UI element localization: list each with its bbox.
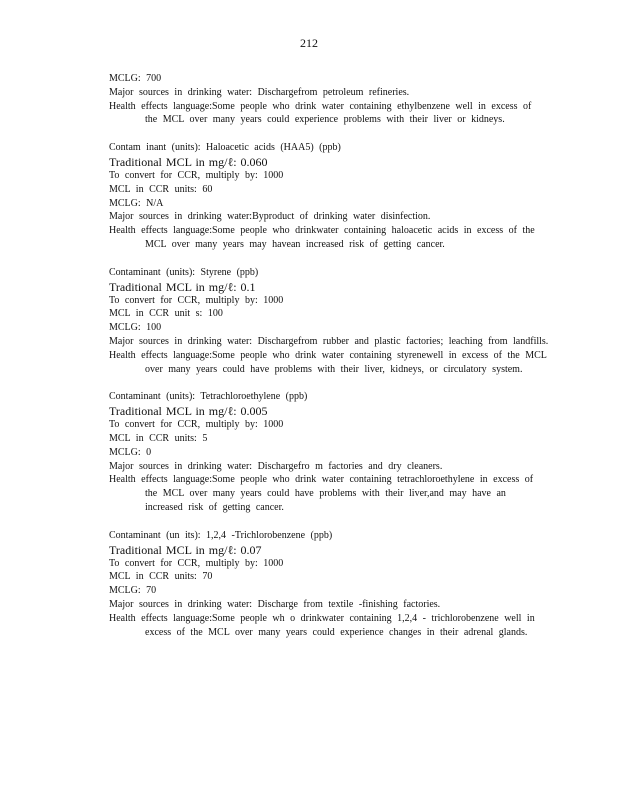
mclg-line: MCLG: 0: [109, 446, 152, 458]
traditional-mcl-line: Traditional MCL in mg/ℓ: 0.07: [109, 542, 262, 557]
major-sources-line: Major sources in drinking water:Byproduct of drinking water disinfection.: [109, 211, 431, 223]
mclg-line: MCLG: 70: [109, 585, 157, 597]
major-sources-line: Major sources in drinking water: Dischargefrom rubber and plastic factories; leaching from landfills.: [109, 335, 549, 347]
contaminant-block-ethylbenzene: [109, 72, 549, 127]
mclg-line: MCLG: 700: [109, 73, 162, 84]
mclg-line: MCLG: N/A: [109, 197, 164, 209]
major-sources-line: Major sources in drinking water: Dischargefrom petroleum refineries.: [109, 86, 410, 98]
mclg-line: MCLG: 100: [109, 322, 162, 334]
health-effects-paragraph: Health effects language:Some people who drinkwater containing haloacetic acids in excess of the MCL over many years may havean increased risk of getting cancer.: [109, 225, 535, 250]
page-content: [109, 72, 549, 653]
contaminant-heading: Contam inant (units): Haloacetic acids (HAA5) (ppb): [109, 142, 341, 154]
health-effects-paragraph: Health effects language:Some people who drink water containing ethylbenzene well in excess of the MCL over many years could experience problems with their liver or kidneys.: [109, 100, 532, 126]
contaminant-block-trichlorobenzene: [109, 529, 549, 640]
major-sources-line: Major sources in drinking water: Discharge from textile -finishing factories.: [109, 598, 441, 610]
traditional-mcl-line: Traditional MCL in mg/ℓ: 0.005: [109, 404, 268, 419]
mcl-ccr-line: MCL in CCR units: 60: [109, 183, 213, 195]
mcl-ccr-line: MCL in CCR units: 5: [109, 432, 208, 444]
health-effects-paragraph: Health effects language:Some people who drink water containing tetrachloroethylene in excess of the MCL over many years could have problems with their liver,and may have an increased risk of getting cancer.: [109, 474, 534, 513]
mcl-ccr-line: MCL in CCR units: 70: [109, 571, 213, 583]
contaminant-heading: Contaminant (units): Styrene (ppb): [109, 266, 259, 278]
traditional-mcl-line: Traditional MCL in mg/ℓ: 0.060: [109, 154, 268, 169]
mcl-ccr-line: MCL in CCR unit s: 100: [109, 308, 223, 320]
health-effects-paragraph: Health effects language:Some people who drink water containing styrenewell in excess of the MCL over many years could have problems with their liver, kidneys, or circulatory system.: [109, 349, 547, 375]
convert-line: To convert for CCR, multiply by: 1000: [109, 294, 284, 306]
traditional-mcl-line: Traditional MCL in mg/ℓ: 0.1: [109, 279, 256, 294]
contaminant-block-haloacetic-acids: [109, 141, 549, 252]
convert-line: To convert for CCR, multiply by: 1000: [109, 557, 284, 569]
convert-line: To convert for CCR, multiply by: 1000: [109, 419, 284, 431]
contaminant-heading: Contaminant (units): Tetrachloroethylene (ppb): [109, 391, 308, 403]
contaminant-heading: Contaminant (un its): 1,2,4 -Trichlorobenzene (ppb): [109, 529, 333, 541]
contaminant-block-styrene: [109, 266, 549, 377]
contaminant-block-tetrachloroethylene: [109, 390, 549, 514]
convert-line: To convert for CCR, multiply by: 1000: [109, 169, 284, 181]
health-effects-paragraph: Health effects language:Some people wh o drinkwater containing 1,2,4 - trichlorobenzene well in excess of the MCL over many years could experience changes in their adrenal glands.: [109, 612, 535, 638]
page-number: 212: [300, 36, 318, 50]
major-sources-line: Major sources in drinking water: Dischargefro m factories and dry cleaners.: [109, 460, 443, 472]
